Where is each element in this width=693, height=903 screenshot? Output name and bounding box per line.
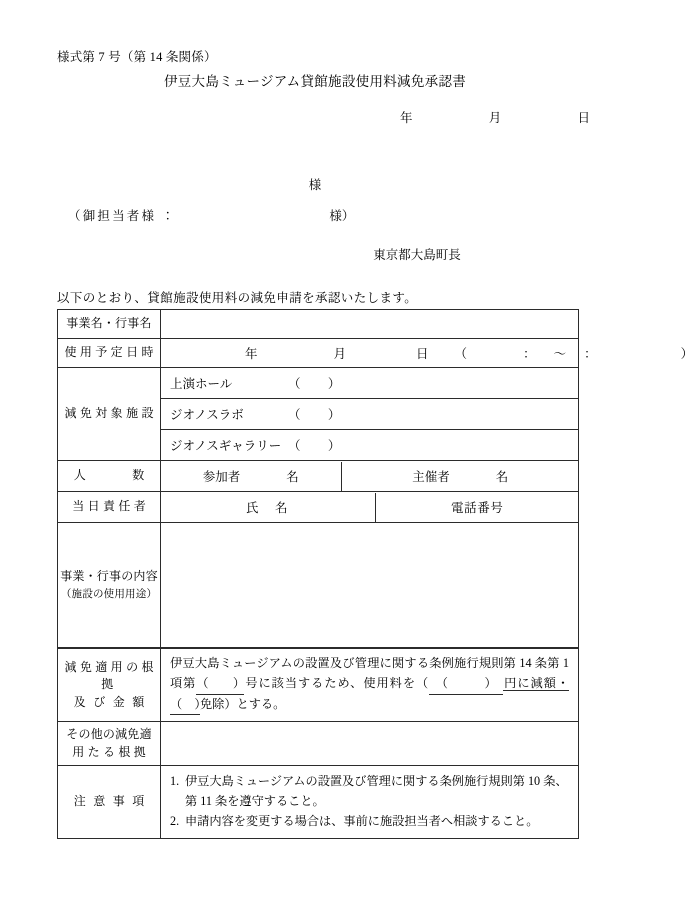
issuer-name xyxy=(0,245,630,263)
addressee-honorific: 様 xyxy=(308,178,322,192)
facility-name-lab: ジオノスラボ xyxy=(170,408,244,422)
datetime-tilde: 〜 xyxy=(553,347,567,361)
basis-blank-exemption[interactable]: （ ） xyxy=(170,695,200,716)
participants-unit: 名 xyxy=(286,470,299,484)
basis-text-part2: 号に該当するため、使用料を xyxy=(244,675,417,690)
facility-name-gallery: ジオノスギャラリー xyxy=(170,439,282,453)
caution-number-1: 1. xyxy=(170,774,180,789)
table-row-cautions xyxy=(58,766,579,838)
caution-text-2: 申請内容を変更する場合は、事前に施設担当者へ相談すること。 xyxy=(185,813,539,828)
table-row-other-basis xyxy=(58,722,579,766)
organizer-label: 主催者 xyxy=(412,470,450,484)
list-item xyxy=(170,812,569,832)
basis-paren-open: （ xyxy=(416,675,430,690)
field-facility-lab[interactable] xyxy=(161,399,579,430)
basis-text-part4: 免除 xyxy=(200,696,225,711)
caution-number-2: 2. xyxy=(170,813,180,828)
field-responsible-tel[interactable] xyxy=(375,493,579,522)
basis-blank-item-number[interactable]: （ ） xyxy=(196,674,244,695)
datetime-paren-open: （ xyxy=(454,347,468,361)
label-reduction-basis: 減免適用の根拠 及び金額 xyxy=(58,649,161,722)
datetime-start-colon: ： xyxy=(523,347,536,361)
field-facility-gallery[interactable] xyxy=(161,430,579,461)
table-row-datetime xyxy=(58,339,579,368)
issue-date-line xyxy=(400,108,590,126)
field-event-content[interactable] xyxy=(161,523,579,648)
facility-checkbox-gallery[interactable]: （ ） xyxy=(288,439,341,453)
field-use-datetime[interactable] xyxy=(161,339,693,368)
label-event-content: 事業・行事の内容 （施設の使用用途） xyxy=(58,523,161,648)
label-event-content-sub: （施設の使用用途） xyxy=(60,589,158,601)
datetime-paren-close: ） xyxy=(680,347,693,361)
basis-text-part6: する。 xyxy=(248,696,286,711)
field-reduction-basis[interactable] xyxy=(161,649,579,722)
datetime-day-label: 日 xyxy=(416,347,429,361)
issuer-label: 東京都大島町長 xyxy=(373,248,461,262)
basis-paren-close: ） xyxy=(224,696,237,711)
page-title: 伊豆大島ミュージアム貸館施設使用料減免承認書 xyxy=(163,74,467,89)
basis-blank-amount[interactable]: （ ） xyxy=(429,674,503,695)
participants-label: 参加者 xyxy=(202,470,241,484)
table-row-people-count xyxy=(58,461,579,492)
facility-checkbox-lab[interactable]: （ ） xyxy=(288,408,341,422)
label-target-facilities: 減免対象施設 xyxy=(58,368,161,461)
field-cautions xyxy=(161,766,579,838)
caution-text-1: 伊豆大島ミュージアムの設置及び管理に関する条例施行規則第 10 条、第 11 条を遵守すること。 xyxy=(185,774,568,809)
organizer-unit: 名 xyxy=(495,470,509,484)
datetime-end-colon: ： xyxy=(584,347,597,361)
field-people-count xyxy=(161,461,579,492)
contact-person-prefix: （御担当者様 ： xyxy=(68,209,177,223)
contact-person-suffix: 様） xyxy=(329,209,355,223)
form-number: 様式第 7 号（第 14 条関係） xyxy=(57,50,217,64)
label-use-datetime: 使用予定日時 xyxy=(58,339,161,368)
field-event-name[interactable] xyxy=(161,310,579,339)
responsible-name-label: 氏 名 xyxy=(245,501,290,515)
label-event-name: 事業名・行事名 xyxy=(58,310,161,339)
basis-and-notes-table xyxy=(57,648,579,839)
intro-sentence: 以下のとおり、貸館施設使用料の減免申請を承認いたします。 xyxy=(57,291,418,305)
field-participants[interactable] xyxy=(161,462,341,491)
date-month-label: 月 xyxy=(488,111,502,125)
field-responsible-name[interactable] xyxy=(161,493,375,522)
field-responsible-person xyxy=(161,492,579,523)
table-row-responsible-person xyxy=(58,492,579,523)
label-other-basis: その他の減免適 用たる根拠 xyxy=(58,722,161,766)
datetime-year-label: 年 xyxy=(245,347,258,361)
responsible-tel-label: 電話番号 xyxy=(451,501,504,515)
contact-person-line xyxy=(68,206,354,224)
list-item xyxy=(170,772,569,812)
basis-text-part5: と xyxy=(236,696,249,711)
basis-text-part3: 円に減額・ xyxy=(503,675,570,690)
table-row-event-content xyxy=(58,523,579,648)
application-details-table xyxy=(57,309,693,648)
table-row-facility-1 xyxy=(58,368,579,399)
label-people-count: 人 数 xyxy=(58,461,161,492)
date-day-label: 日 xyxy=(577,111,590,125)
field-other-basis[interactable] xyxy=(161,722,579,766)
label-responsible-person: 当日責任者 xyxy=(58,492,161,523)
table-row-event-name xyxy=(58,310,579,339)
table-row-reduction-basis xyxy=(58,649,579,722)
date-year-label: 年 xyxy=(400,111,413,125)
basis-text-part1: 伊豆大島ミュージアムの設置及び管理に関する条例施行規則第 14 条第 1 項第 xyxy=(170,656,569,690)
facility-name-hall: 上演ホール xyxy=(170,377,233,391)
field-organizers[interactable] xyxy=(341,462,579,491)
label-cautions: 注意事項 xyxy=(58,766,161,838)
field-facility-hall[interactable] xyxy=(161,368,579,399)
datetime-month-label: 月 xyxy=(333,347,347,361)
facility-checkbox-hall[interactable]: （ ） xyxy=(288,377,341,391)
